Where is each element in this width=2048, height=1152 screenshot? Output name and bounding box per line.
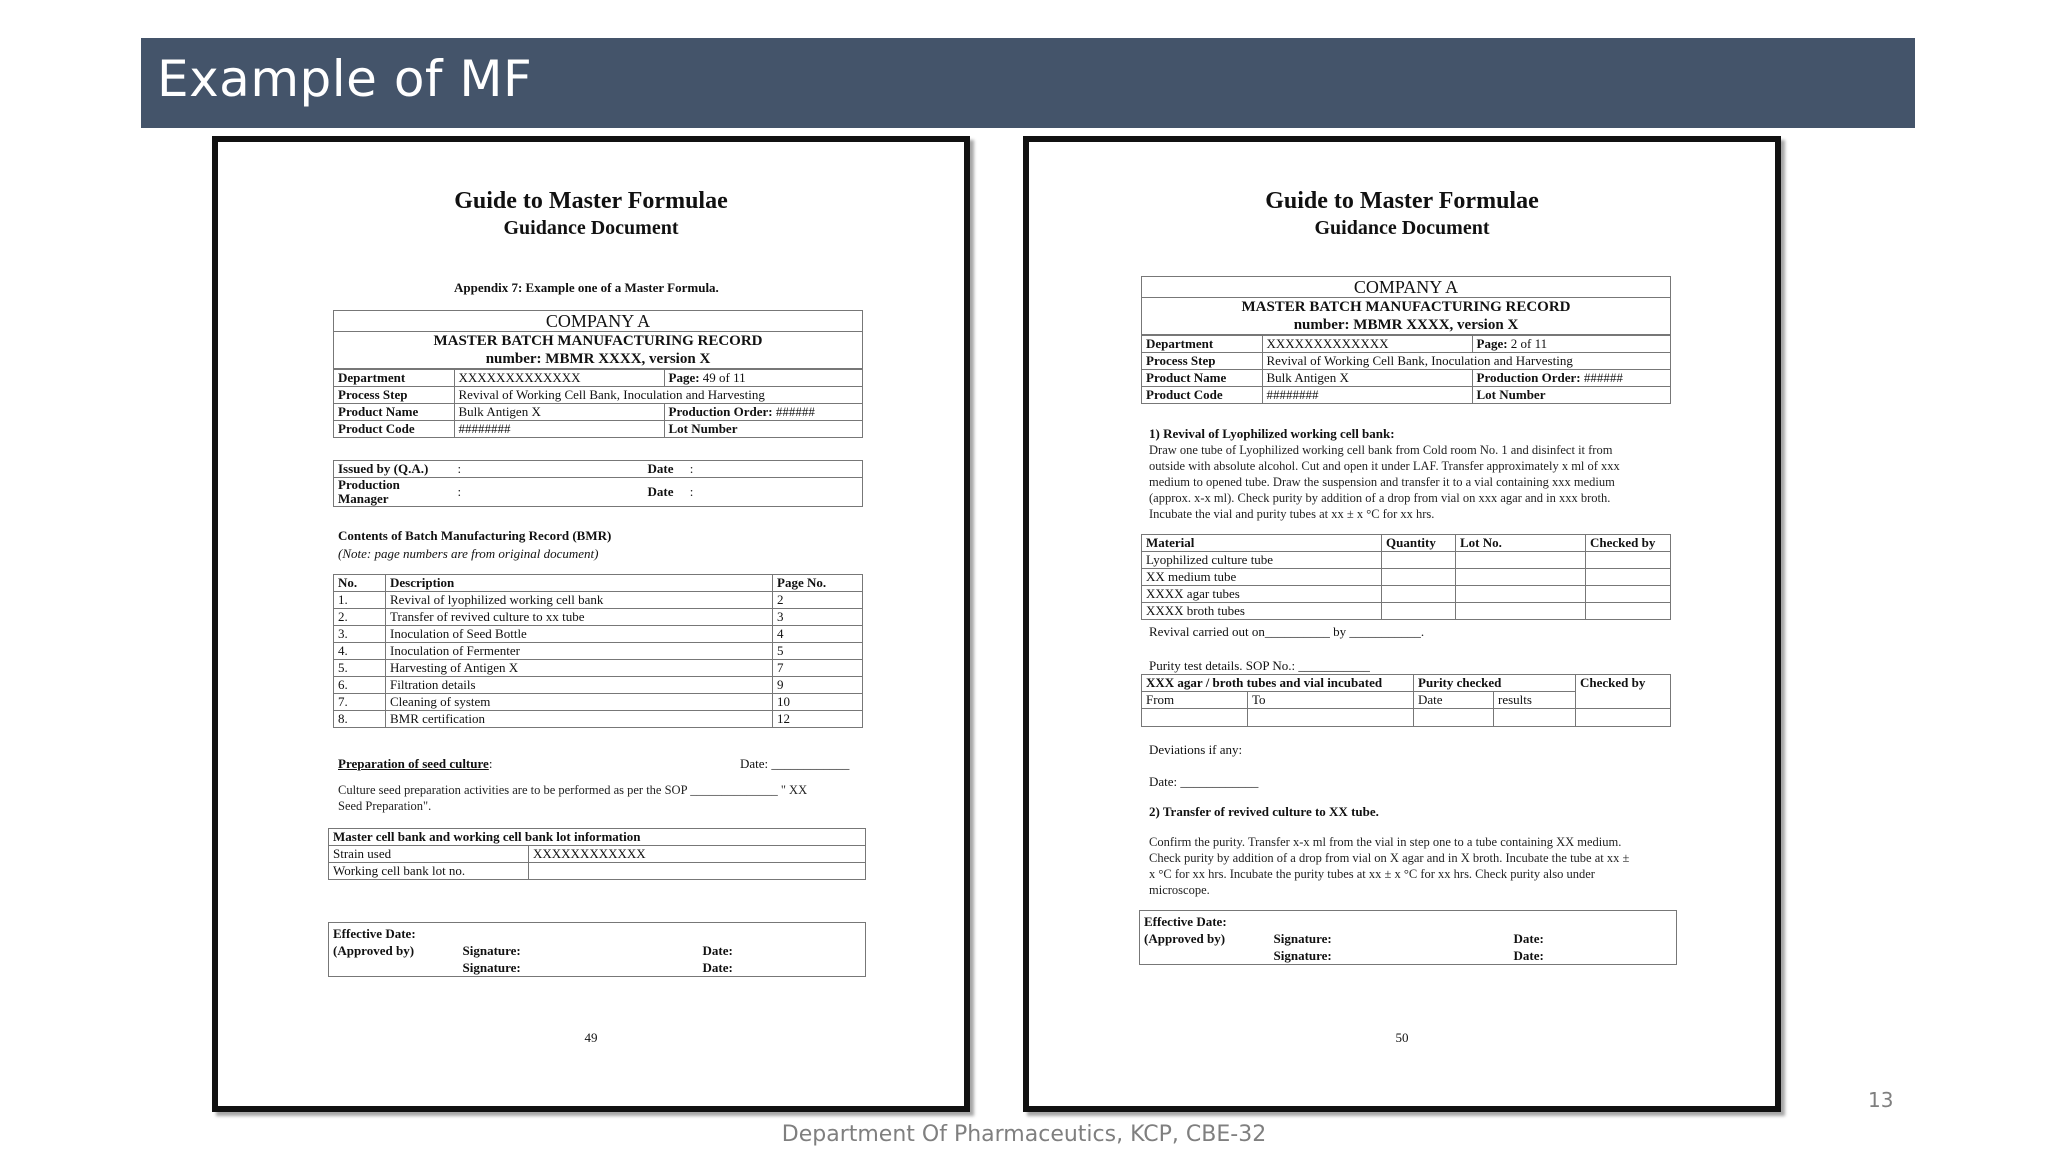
lot-label: Lot Number [664, 421, 862, 438]
doc-heading: Guide to Master Formulae [454, 188, 728, 214]
deviations-line: Deviations if any: [1149, 742, 1243, 757]
text-line: medium to opened tube. Draw the suspension and transfer it to a vial containing xxx medium [1149, 475, 1615, 489]
manager-date-label: Date [647, 484, 674, 499]
contents-page: 3 [773, 609, 863, 626]
record-info-table [334, 369, 862, 437]
table-row [329, 846, 866, 863]
prep-colon: : [488, 756, 493, 771]
material-cell [1456, 603, 1586, 620]
appendix-caption: Appendix 7: Example one of a Master Formula. [454, 280, 719, 295]
table-row [329, 863, 866, 880]
contents-no: 7. [334, 694, 386, 711]
signature-label-1: Signature: [1273, 931, 1332, 946]
table-row [1142, 603, 1671, 620]
contents-no: 5. [334, 660, 386, 677]
company-header [1141, 276, 1671, 404]
process-value: Revival of Working Cell Bank, Inoculation and Harvesting [454, 387, 862, 404]
section1-text [1149, 442, 1689, 522]
contents-description: Inoculation of Fermenter [386, 643, 773, 660]
table-row [1142, 552, 1671, 569]
code-value: ######## [1262, 387, 1472, 404]
prep-text-line-1: Culture seed preparation activities are to be performed as per the SOP ______________ " XX [338, 783, 808, 797]
contents-no: 8. [334, 711, 386, 728]
purity-date-header: Date [1414, 692, 1494, 709]
purity-incubated-header: XXX agar / broth tubes and vial incubated [1142, 675, 1414, 692]
contents-header-description: Description [386, 575, 773, 592]
cellbank-title: Master cell bank and working cell bank lot information [329, 829, 866, 846]
manager-colon: : [454, 478, 644, 507]
approval-table [328, 922, 866, 977]
order-value: ###### [775, 404, 815, 419]
record-number: number: MBMR XXXX, version X [1142, 316, 1670, 335]
table-row [1142, 569, 1671, 586]
material-cell [1456, 586, 1586, 603]
text-line: Incubate the vial and purity tubes at xx ± x °C for xx hrs. [1149, 507, 1435, 521]
cellbank-label: Working cell bank lot no. [329, 863, 529, 880]
document-page-right [1023, 136, 1781, 1112]
department-value: XXXXXXXXXXXXX [454, 370, 664, 387]
code-label: Product Code [334, 421, 454, 438]
material-cell [1382, 552, 1456, 569]
material-name: XXXX broth tubes [1142, 603, 1382, 620]
approved-by-label: (Approved by) [333, 943, 415, 958]
text-line: (approx. x-x ml). Check purity by addition of a drop from vial on xxx agar and in xxx broth. [1149, 491, 1611, 505]
purity-from-header: From [1142, 692, 1248, 709]
material-cell [1586, 603, 1671, 620]
table-row [334, 694, 863, 711]
slide-title-bar [141, 38, 1915, 128]
table-row [334, 677, 863, 694]
material-table [1141, 534, 1671, 620]
date-label-2: Date: [702, 960, 733, 975]
record-title: MASTER BATCH MANUFACTURING RECORD [1241, 299, 1571, 315]
contents-description: Filtration details [386, 677, 773, 694]
contents-page: 7 [773, 660, 863, 677]
contents-description: Harvesting of Antigen X [386, 660, 773, 677]
contents-no: 6. [334, 677, 386, 694]
section2-text [1149, 834, 1694, 898]
material-cell [1586, 586, 1671, 603]
manager-date-colon: : [689, 484, 694, 499]
contents-no: 2. [334, 609, 386, 626]
purity-results-header: results [1494, 692, 1576, 709]
contents-page: 9 [773, 677, 863, 694]
contents-description: Transfer of revived culture to xx tube [386, 609, 773, 626]
text-line: Confirm the purity. Transfer x-x ml from the vial in step one to a tube containing XX medium. [1149, 835, 1622, 849]
page-number: 49 [584, 1030, 598, 1045]
signature-label-2: Signature: [1273, 948, 1332, 963]
contents-description: BMR certification [386, 711, 773, 728]
record-title: MASTER BATCH MANUFACTURING RECORD [433, 333, 763, 349]
signature-label-2: Signature: [462, 960, 521, 975]
material-cell [1456, 569, 1586, 586]
code-value: ######## [454, 421, 664, 438]
order-label: Production Order: [668, 404, 773, 419]
code-label: Product Code [1142, 387, 1262, 404]
date-label-1: Date: [702, 943, 733, 958]
issued-label: Issued by (Q.A.) [334, 461, 454, 478]
page-number: 50 [1395, 1030, 1409, 1045]
product-label: Product Name [334, 404, 454, 421]
prep-text-line-2: Seed Preparation". [338, 799, 432, 813]
approved-by-label: (Approved by) [1144, 931, 1226, 946]
company-header [333, 310, 863, 438]
material-header: Material [1142, 535, 1382, 552]
cellbank-value: XXXXXXXXXXXX [529, 846, 866, 863]
table-row [334, 643, 863, 660]
doc-subheading: Guidance Document [1314, 217, 1490, 239]
slide-footer: Department Of Pharmaceutics, KCP, CBE-32 [781, 1122, 1267, 1147]
manager-label-1: Production [338, 477, 400, 492]
record-number: number: MBMR XXXX, version X [334, 350, 862, 369]
cellbank-value [529, 863, 866, 880]
purity-line: Purity test details. SOP No.: ___________ [1149, 658, 1370, 673]
date-label-2: Date: [1513, 948, 1544, 963]
issued-date-colon: : [689, 461, 694, 476]
lot-label: Lot Number [1472, 387, 1670, 404]
purity-checked-by-header: Checked by [1576, 675, 1671, 709]
contents-page: 2 [773, 592, 863, 609]
contents-description: Inoculation of Seed Bottle [386, 626, 773, 643]
approval-table [1139, 910, 1677, 965]
material-cell [1382, 603, 1456, 620]
material-cell [1456, 552, 1586, 569]
contents-no: 3. [334, 626, 386, 643]
process-label: Process Step [1142, 353, 1262, 370]
text-line: Check purity by addition of a drop from vial on X agar and in X broth. Incubate the tube at xx ± [1149, 851, 1630, 865]
quantity-header: Quantity [1382, 535, 1456, 552]
text-line: microscope. [1149, 883, 1210, 897]
page-label: Page: [1476, 336, 1508, 351]
prep-date: Date: ____________ [740, 756, 850, 771]
table-row [334, 711, 863, 728]
slide-number: 13 [1868, 1088, 1894, 1112]
doc-subheading: Guidance Document [503, 217, 679, 239]
contents-header-no: No. [334, 575, 386, 592]
page-label: Page: [668, 370, 700, 385]
contents-page: 12 [773, 711, 863, 728]
table-row [334, 609, 863, 626]
process-value: Revival of Working Cell Bank, Inoculation and Harvesting [1262, 353, 1670, 370]
order-value: ###### [1583, 370, 1623, 385]
contents-title: Contents of Batch Manufacturing Record (BMR) [338, 528, 612, 543]
slide-title: Example of MF [157, 50, 533, 108]
checked-by-header: Checked by [1586, 535, 1671, 552]
company-name: COMPANY A [1142, 277, 1670, 298]
cellbank-label: Strain used [329, 846, 529, 863]
purity-checked-header: Purity checked [1414, 675, 1576, 692]
purity-table [1141, 674, 1671, 727]
issued-colon: : [454, 461, 644, 478]
purity-to-header: To [1248, 692, 1414, 709]
order-label: Production Order: [1476, 370, 1581, 385]
contents-header-page: Page No. [773, 575, 863, 592]
department-label: Department [334, 370, 454, 387]
contents-table [333, 574, 863, 728]
material-name: Lyophilized culture tube [1142, 552, 1382, 569]
product-value: Bulk Antigen X [454, 404, 664, 421]
product-label: Product Name [1142, 370, 1262, 387]
issued-date-label: Date [647, 461, 674, 476]
revival-line: Revival carried out on__________ by ___________. [1149, 624, 1425, 639]
text-line: x °C for xx hrs. Incubate the purity tubes at xx ± x °C for xx hrs. Check purity also under [1149, 867, 1595, 881]
material-cell [1382, 569, 1456, 586]
material-cell [1586, 552, 1671, 569]
contents-no: 1. [334, 592, 386, 609]
table-row [334, 626, 863, 643]
contents-note: (Note: page numbers are from original document) [338, 546, 599, 561]
contents-page: 4 [773, 626, 863, 643]
document-page-left [212, 136, 970, 1112]
table-row [334, 592, 863, 609]
section1-title: 1) Revival of Lyophilized working cell bank: [1149, 426, 1395, 441]
table-row [334, 660, 863, 677]
doc-heading: Guide to Master Formulae [1265, 188, 1539, 214]
material-name: XXXX agar tubes [1142, 586, 1382, 603]
date-line: Date: ____________ [1149, 774, 1259, 789]
section2-title: 2) Transfer of revived culture to XX tube. [1149, 804, 1379, 819]
contents-no: 4. [334, 643, 386, 660]
material-name: XX medium tube [1142, 569, 1382, 586]
effective-date-label: Effective Date: [333, 926, 416, 941]
doc-header [1029, 188, 1775, 240]
department-value: XXXXXXXXXXXXX [1262, 336, 1472, 353]
doc-header [218, 188, 964, 240]
record-info-table [1142, 335, 1670, 403]
contents-description: Cleaning of system [386, 694, 773, 711]
contents-description: Revival of lyophilized working cell bank [386, 592, 773, 609]
page-value: 49 of 11 [702, 370, 746, 385]
prep-title: Preparation of seed culture [338, 756, 489, 771]
manager-label-2: Manager [338, 491, 389, 506]
material-cell [1586, 569, 1671, 586]
issue-table [333, 460, 863, 507]
contents-page: 10 [773, 694, 863, 711]
table-row [1142, 586, 1671, 603]
effective-date-label: Effective Date: [1144, 914, 1227, 929]
company-name: COMPANY A [334, 311, 862, 332]
department-label: Department [1142, 336, 1262, 353]
page-value: 2 of 11 [1510, 336, 1548, 351]
contents-page: 5 [773, 643, 863, 660]
process-label: Process Step [334, 387, 454, 404]
product-value: Bulk Antigen X [1262, 370, 1472, 387]
signature-label-1: Signature: [462, 943, 521, 958]
text-line: Draw one tube of Lyophilized working cell bank from Cold room No. 1 and disinfect it from [1149, 443, 1613, 457]
lot-no-header: Lot No. [1456, 535, 1586, 552]
text-line: outside with absolute alcohol. Cut and open it under LAF. Transfer approximately x ml of xxx [1149, 459, 1620, 473]
material-cell [1382, 586, 1456, 603]
date-label-1: Date: [1513, 931, 1544, 946]
cellbank-table [328, 828, 866, 880]
